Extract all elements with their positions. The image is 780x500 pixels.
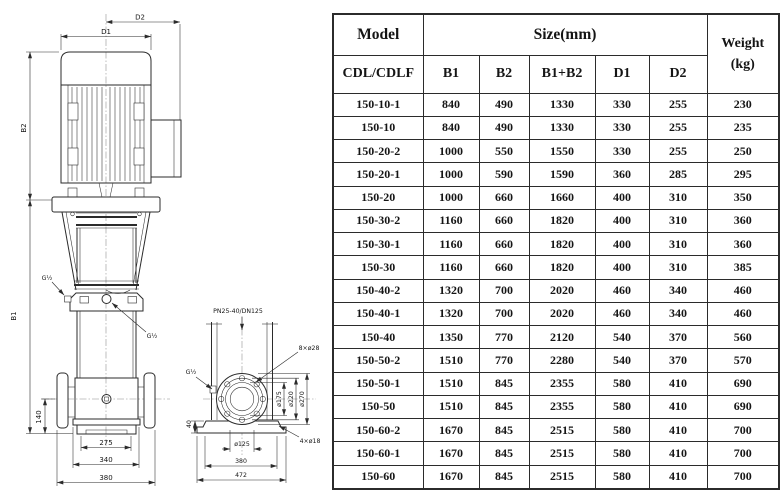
d1-cell: 330 bbox=[595, 116, 649, 139]
b1-cell: 1350 bbox=[423, 326, 479, 349]
d1-cell: 360 bbox=[595, 163, 649, 186]
table-row bbox=[333, 163, 779, 186]
suction-flange bbox=[57, 373, 68, 428]
weight-cell: 560 bbox=[707, 326, 779, 349]
b1-cell: 1000 bbox=[423, 186, 479, 209]
d1-cell: 330 bbox=[595, 140, 649, 163]
dim-label-dia175: ø175 bbox=[276, 391, 283, 407]
d1-cell: 580 bbox=[595, 465, 649, 489]
table-row bbox=[333, 326, 779, 349]
table-row bbox=[333, 186, 779, 209]
table-row bbox=[333, 372, 779, 395]
d1-cell: 460 bbox=[595, 279, 649, 302]
weight-cell: 250 bbox=[707, 140, 779, 163]
weight-cell: 360 bbox=[707, 209, 779, 232]
b1b2-cell: 1330 bbox=[529, 116, 595, 139]
dim-label-140: 140 bbox=[35, 410, 43, 424]
weight-cell: 700 bbox=[707, 442, 779, 465]
bolt-holes-label: 8×ø28 bbox=[298, 345, 320, 352]
d1-cell: 540 bbox=[595, 326, 649, 349]
model-cell: 150-60-2 bbox=[333, 419, 423, 442]
header-size: Size(mm) bbox=[423, 14, 707, 55]
motor-terminal-box bbox=[151, 120, 181, 177]
table-row bbox=[333, 395, 779, 418]
header-d1: D1 bbox=[595, 55, 649, 93]
b2-cell: 660 bbox=[479, 186, 529, 209]
dim-label-380-front: 380 bbox=[99, 474, 113, 482]
d2-cell: 310 bbox=[649, 256, 707, 279]
pump-technical-drawing bbox=[0, 0, 332, 500]
d1-cell: 400 bbox=[595, 209, 649, 232]
d1-cell: 580 bbox=[595, 372, 649, 395]
flange-rating-label: PN25-40/DN125 bbox=[213, 308, 263, 315]
b1-cell: 1670 bbox=[423, 419, 479, 442]
b1-cell: 1670 bbox=[423, 465, 479, 489]
table-row bbox=[333, 209, 779, 232]
priming-plug bbox=[102, 295, 111, 304]
d2-cell: 255 bbox=[649, 116, 707, 139]
b1b2-cell: 2515 bbox=[529, 419, 595, 442]
dim-label-380-side: 380 bbox=[235, 458, 247, 465]
d2-cell: 370 bbox=[649, 349, 707, 372]
b1b2-cell: 1660 bbox=[529, 186, 595, 209]
b1b2-cell: 1820 bbox=[529, 209, 595, 232]
table-row bbox=[333, 349, 779, 372]
b1-cell: 1320 bbox=[423, 279, 479, 302]
header-row-1 bbox=[333, 14, 779, 55]
b1-cell: 1000 bbox=[423, 140, 479, 163]
weight-cell: 235 bbox=[707, 116, 779, 139]
dim-label-b2: B2 bbox=[20, 123, 28, 133]
b2-cell: 845 bbox=[479, 442, 529, 465]
b2-cell: 770 bbox=[479, 326, 529, 349]
model-cell: 150-20-1 bbox=[333, 163, 423, 186]
weight-cell: 690 bbox=[707, 372, 779, 395]
b2-cell: 590 bbox=[479, 163, 529, 186]
b2-cell: 700 bbox=[479, 302, 529, 325]
header-model: Model bbox=[333, 14, 423, 55]
model-cell: 150-50 bbox=[333, 395, 423, 418]
d2-cell: 410 bbox=[649, 442, 707, 465]
b1-cell: 1510 bbox=[423, 349, 479, 372]
b1b2-cell: 2355 bbox=[529, 372, 595, 395]
d2-cell: 370 bbox=[649, 326, 707, 349]
model-cell: 150-40 bbox=[333, 326, 423, 349]
table-row bbox=[333, 140, 779, 163]
b1-cell: 1320 bbox=[423, 302, 479, 325]
b1b2-cell: 2120 bbox=[529, 326, 595, 349]
thread-label-g-half-center: G½ bbox=[146, 333, 158, 340]
b2-cell: 845 bbox=[479, 395, 529, 418]
table-row bbox=[333, 419, 779, 442]
b2-cell: 845 bbox=[479, 419, 529, 442]
model-cell: 150-60-1 bbox=[333, 442, 423, 465]
b1-cell: 1670 bbox=[423, 442, 479, 465]
b1b2-cell: 1550 bbox=[529, 140, 595, 163]
dim-label-40: 40 bbox=[186, 420, 193, 428]
header-b1b2: B1+B2 bbox=[529, 55, 595, 93]
b1b2-cell: 1590 bbox=[529, 163, 595, 186]
weight-cell: 350 bbox=[707, 186, 779, 209]
d1-cell: 580 bbox=[595, 419, 649, 442]
weight-cell: 360 bbox=[707, 233, 779, 256]
model-cell: 150-60 bbox=[333, 465, 423, 489]
d1-cell: 540 bbox=[595, 349, 649, 372]
weight-cell: 570 bbox=[707, 349, 779, 372]
header-b1: B1 bbox=[423, 55, 479, 93]
d1-cell: 400 bbox=[595, 233, 649, 256]
table-row bbox=[333, 465, 779, 489]
d1-cell: 400 bbox=[595, 256, 649, 279]
weight-cell: 460 bbox=[707, 302, 779, 325]
model-cell: 150-10 bbox=[333, 116, 423, 139]
header-weight bbox=[707, 14, 779, 93]
header-b2: B2 bbox=[479, 55, 529, 93]
model-cell: 150-40-2 bbox=[333, 279, 423, 302]
table-row bbox=[333, 116, 779, 139]
b1-cell: 840 bbox=[423, 93, 479, 116]
b2-cell: 845 bbox=[479, 372, 529, 395]
b1b2-cell: 1820 bbox=[529, 233, 595, 256]
dimension-table bbox=[332, 13, 778, 490]
d2-cell: 410 bbox=[649, 395, 707, 418]
model-cell: 150-50-2 bbox=[333, 349, 423, 372]
d2-cell: 310 bbox=[649, 186, 707, 209]
b1b2-cell: 2355 bbox=[529, 395, 595, 418]
model-cell: 150-50-1 bbox=[333, 372, 423, 395]
thread-label-g-half-side: G½ bbox=[185, 369, 197, 376]
d2-cell: 285 bbox=[649, 163, 707, 186]
table-row bbox=[333, 233, 779, 256]
weight-cell: 295 bbox=[707, 163, 779, 186]
pump-sleeve bbox=[74, 213, 139, 294]
model-cell: 150-30 bbox=[333, 256, 423, 279]
b1b2-cell: 2020 bbox=[529, 279, 595, 302]
b1b2-cell: 2280 bbox=[529, 349, 595, 372]
b1-cell: 840 bbox=[423, 116, 479, 139]
model-cell: 150-30-2 bbox=[333, 209, 423, 232]
base-holes-label: 4×ø18 bbox=[299, 438, 321, 445]
dim-label-dia220: ø220 bbox=[288, 391, 295, 407]
discharge-flange bbox=[144, 373, 155, 428]
weight-cell: 700 bbox=[707, 465, 779, 489]
model-cell: 150-10-1 bbox=[333, 93, 423, 116]
dim-label-d2: D2 bbox=[135, 13, 145, 22]
d2-cell: 340 bbox=[649, 302, 707, 325]
b1-cell: 1510 bbox=[423, 395, 479, 418]
table-row bbox=[333, 256, 779, 279]
header-weight-line2: (kg) bbox=[730, 56, 755, 72]
b1-cell: 1510 bbox=[423, 372, 479, 395]
d1-cell: 330 bbox=[595, 93, 649, 116]
thread-label-g-half-left: G½ bbox=[41, 275, 53, 282]
b1b2-cell: 2515 bbox=[529, 465, 595, 489]
d1-cell: 580 bbox=[595, 442, 649, 465]
b1-cell: 1000 bbox=[423, 163, 479, 186]
d2-cell: 410 bbox=[649, 372, 707, 395]
d2-cell: 340 bbox=[649, 279, 707, 302]
model-cell: 150-30-1 bbox=[333, 233, 423, 256]
d2-cell: 255 bbox=[649, 140, 707, 163]
b1-cell: 1160 bbox=[423, 256, 479, 279]
pump-base bbox=[73, 419, 140, 434]
table-row bbox=[333, 279, 779, 302]
pump-head bbox=[65, 293, 144, 311]
b2-cell: 660 bbox=[479, 233, 529, 256]
b1-cell: 1160 bbox=[423, 233, 479, 256]
b2-cell: 660 bbox=[479, 256, 529, 279]
d2-cell: 310 bbox=[649, 233, 707, 256]
table-row bbox=[333, 302, 779, 325]
header-weight-line1: Weight bbox=[721, 35, 765, 51]
weight-cell: 385 bbox=[707, 256, 779, 279]
dim-label-340: 340 bbox=[99, 456, 113, 464]
header-series: CDL/CDLF bbox=[333, 55, 423, 93]
b2-cell: 660 bbox=[479, 209, 529, 232]
table-body bbox=[333, 93, 779, 489]
front-view bbox=[10, 14, 181, 487]
weight-cell: 230 bbox=[707, 93, 779, 116]
flange-face bbox=[210, 374, 268, 425]
b2-cell: 700 bbox=[479, 279, 529, 302]
weight-cell: 700 bbox=[707, 419, 779, 442]
b1b2-cell: 1330 bbox=[529, 93, 595, 116]
dim-label-472: 472 bbox=[235, 472, 247, 479]
d1-cell: 580 bbox=[595, 395, 649, 418]
b2-cell: 490 bbox=[479, 93, 529, 116]
weight-cell: 690 bbox=[707, 395, 779, 418]
model-cell: 150-20-2 bbox=[333, 140, 423, 163]
b2-cell: 770 bbox=[479, 349, 529, 372]
d2-cell: 310 bbox=[649, 209, 707, 232]
dim-label-dia125: ø125 bbox=[234, 441, 250, 448]
header-d2: D2 bbox=[649, 55, 707, 93]
drain-plug bbox=[102, 395, 111, 404]
d2-cell: 255 bbox=[649, 93, 707, 116]
side-plug bbox=[210, 386, 216, 393]
b1b2-cell: 2515 bbox=[529, 442, 595, 465]
table-row bbox=[333, 93, 779, 116]
table-row bbox=[333, 442, 779, 465]
b2-cell: 550 bbox=[479, 140, 529, 163]
d2-cell: 410 bbox=[649, 465, 707, 489]
dim-label-b1: B1 bbox=[10, 311, 18, 321]
b2-cell: 845 bbox=[479, 465, 529, 489]
weight-cell: 460 bbox=[707, 279, 779, 302]
dim-label-dia270: ø270 bbox=[299, 391, 306, 407]
d1-cell: 400 bbox=[595, 186, 649, 209]
dim-label-d1: D1 bbox=[101, 28, 111, 36]
b1-cell: 1160 bbox=[423, 209, 479, 232]
model-cell: 150-40-1 bbox=[333, 302, 423, 325]
size-weight-table bbox=[332, 13, 780, 490]
model-cell: 150-20 bbox=[333, 186, 423, 209]
flange-view bbox=[186, 308, 321, 483]
b2-cell: 490 bbox=[479, 116, 529, 139]
d1-cell: 460 bbox=[595, 302, 649, 325]
d2-cell: 410 bbox=[649, 419, 707, 442]
b1b2-cell: 2020 bbox=[529, 302, 595, 325]
b1b2-cell: 1820 bbox=[529, 256, 595, 279]
dim-label-275: 275 bbox=[99, 439, 113, 447]
